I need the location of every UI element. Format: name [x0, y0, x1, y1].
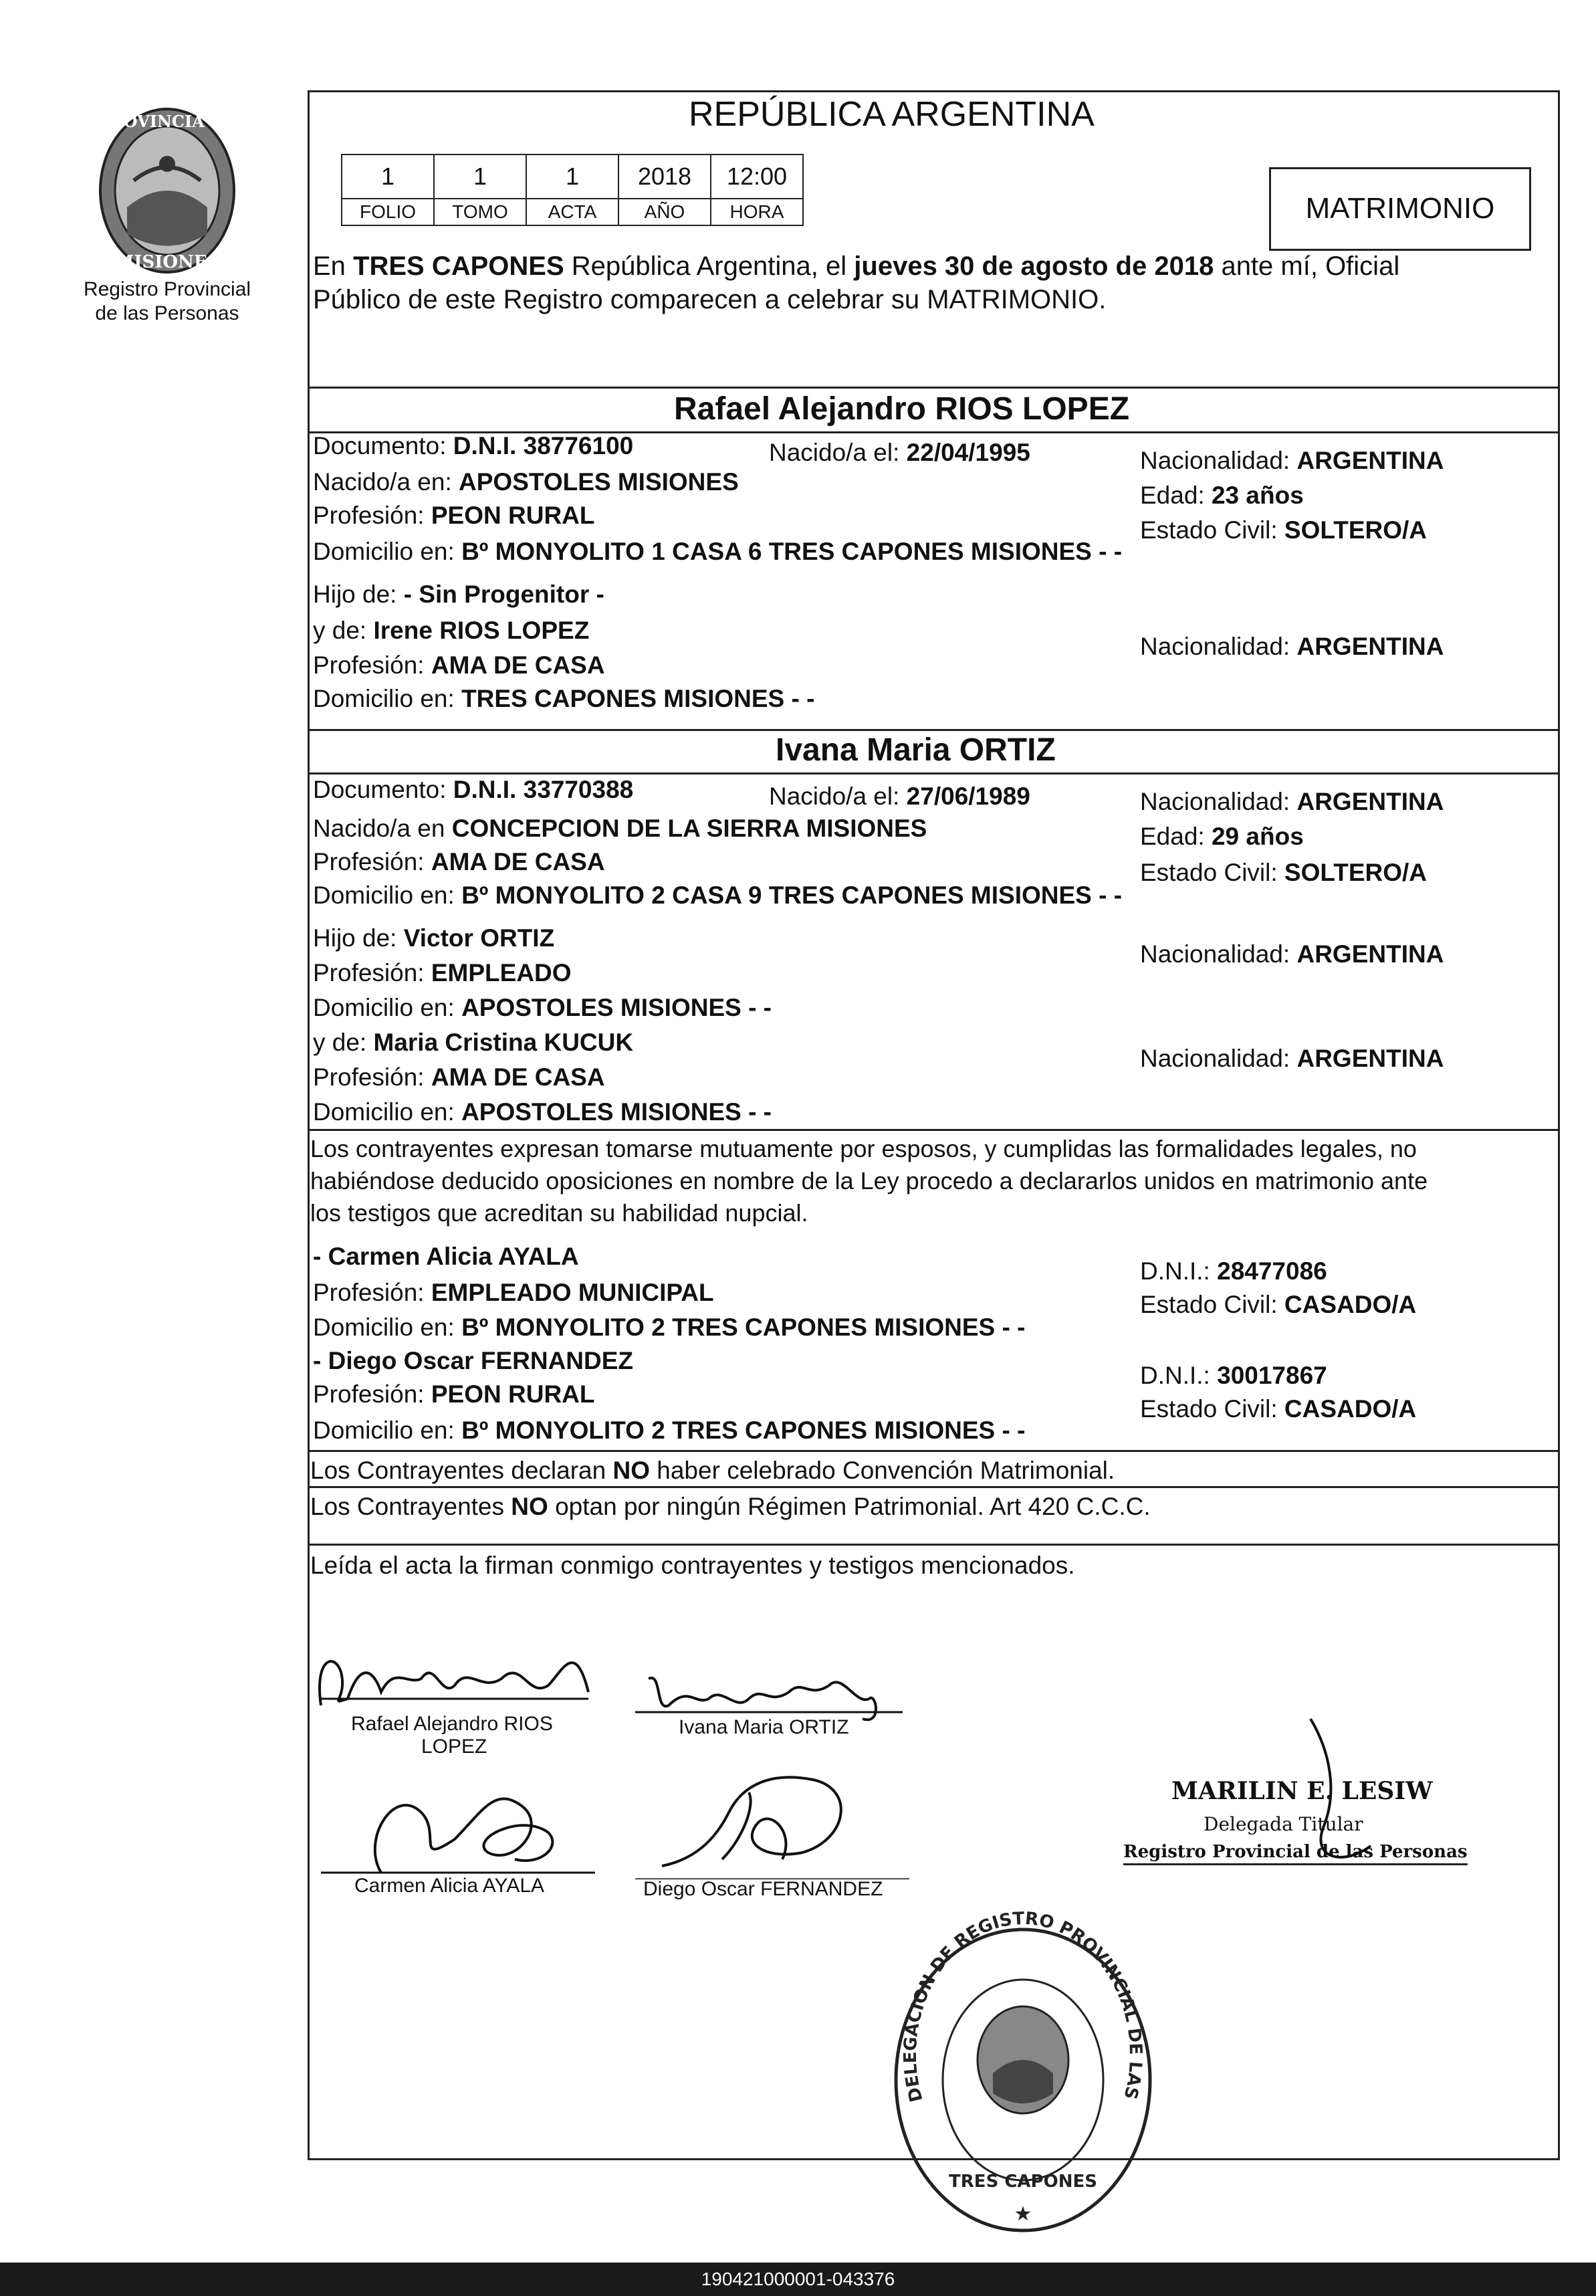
- spouse1-parent2-profession: Profesión: AMA DE CASA: [313, 651, 605, 679]
- regime-line1: Los Contrayentes declaran NO haber celebrado Convención Matrimonial.: [310, 1457, 1115, 1484]
- logo-text-top: PROVINCIA DE: [98, 112, 237, 131]
- spouse2-birthplace: Nacido/a en CONCEPCION DE LA SIERRA MISIONES: [313, 815, 927, 842]
- intro-text-b: República Argentina, el: [564, 251, 854, 281]
- spouse2-name: Ivana Maria ORTIZ: [776, 732, 1056, 768]
- act-type: MATRIMONIO: [1305, 192, 1495, 225]
- tomo-value: 1: [433, 154, 527, 199]
- official-title: Delegada Titular: [1204, 1813, 1363, 1835]
- spouse2-nationality: Nacionalidad: ARGENTINA: [1140, 788, 1444, 815]
- document-id-bar: [0, 2263, 1596, 2296]
- witness1-address: Domicilio en: Bº MONYOLITO 2 TRES CAPONES MISIONES - -: [313, 1314, 1026, 1341]
- signature-carmen: [321, 1772, 602, 1879]
- spouse2-father: Hijo de: Victor ORTIZ: [313, 924, 555, 952]
- country-title: REPÚBLICA ARGENTINA: [689, 95, 1095, 134]
- spouse1-name: Rafael Alejandro RIOS LOPEZ: [674, 391, 1130, 427]
- intro-place: TRES CAPONES: [353, 251, 564, 281]
- declaration-line1: Los contrayentes expresan tomarse mutuamente por esposos, y cumplidas las formalidades legales, no: [310, 1135, 1417, 1162]
- official-org: Registro Provincial de las Personas: [1123, 1843, 1468, 1865]
- spouse1-age: Edad: 23 años: [1140, 482, 1304, 509]
- acta-value: 1: [526, 154, 619, 199]
- signature-diego-scribble: [635, 1759, 916, 1879]
- signature-carmen-name: Carmen Alicia AYALA: [354, 1875, 545, 1897]
- acta-label: ACTA: [526, 198, 619, 226]
- witness2-dni: D.N.I.: 30017867: [1140, 1362, 1327, 1389]
- spouse2-mother-profession: Profesión: AMA DE CASA: [313, 1063, 605, 1091]
- spouse1-nationality: Nacionalidad: ARGENTINA: [1140, 447, 1444, 474]
- spouse2-age: Edad: 29 años: [1140, 823, 1304, 850]
- signature-rafael-scribble: [308, 1632, 602, 1719]
- anio-label: AÑO: [618, 198, 711, 226]
- intro-date: jueves 30 de agosto de 2018: [854, 251, 1214, 281]
- spouse1-parent1: Hijo de: - Sin Progenitor -: [313, 581, 604, 608]
- act-type-box: [1269, 167, 1531, 251]
- official-seal: [883, 1899, 1163, 2234]
- spouse2-mother-nationality: Nacionalidad: ARGENTINA: [1140, 1045, 1444, 1072]
- seal-ring-text: DELEGACION DE REGISTRO PROVINCIAL DE LAS: [900, 1908, 1146, 2104]
- spouse2-father-address: Domicilio en: APOSTOLES MISIONES - -: [313, 994, 772, 1021]
- folio-label: FOLIO: [341, 198, 435, 226]
- intro-text-c: ante mí, Oficial: [1214, 251, 1400, 281]
- spouse2-civil-status: Estado Civil: SOLTERO/A: [1140, 859, 1428, 886]
- witness2-name: - Diego Oscar FERNANDEZ: [313, 1347, 634, 1374]
- seal-stamp-icon: [883, 1899, 1163, 2234]
- record-grid: [341, 154, 809, 241]
- hora-label: HORA: [710, 198, 804, 226]
- registry-logo: [87, 100, 247, 281]
- witness2-profession: Profesión: PEON RURAL: [313, 1380, 595, 1408]
- spouse2-father-nationality: Nacionalidad: ARGENTINA: [1140, 940, 1444, 968]
- document-id: 190421000001-043376: [701, 2269, 895, 2289]
- anio-value: 2018: [618, 154, 711, 199]
- spouse2-address: Domicilio en: Bº MONYOLITO 2 CASA 9 TRES CAPONES MISIONES - -: [313, 881, 1123, 909]
- witness1-dni: D.N.I.: 28477086: [1140, 1257, 1327, 1285]
- witness2-civil-status: Estado Civil: CASADO/A: [1140, 1395, 1417, 1423]
- spouse1-birthplace: Nacido/a en: APOSTOLES MISIONES: [313, 468, 739, 496]
- seal-bottom-text: TRES CAPONES: [949, 2172, 1097, 2192]
- spouse1-doc: Documento: D.N.I. 38776100: [313, 432, 634, 459]
- signature-diego: [635, 1759, 916, 1879]
- intro-text-a: En: [313, 251, 354, 281]
- spouse1-profession: Profesión: PEON RURAL: [313, 502, 595, 529]
- declaration-line2: habiéndose deducido oposiciones en nombre de la Ley procedo a declararlos unidos en matrimonio ante: [310, 1167, 1428, 1194]
- signature-carmen-scribble: [321, 1772, 602, 1879]
- tomo-label: TOMO: [433, 198, 527, 226]
- spouse1-parent2: y de: Irene RIOS LOPEZ: [313, 617, 590, 644]
- spouse1-born: Nacido/a el: 22/04/1995: [769, 439, 1030, 466]
- hora-value: 12:00: [710, 154, 804, 199]
- witness2-address: Domicilio en: Bº MONYOLITO 2 TRES CAPONES MISIONES - -: [313, 1417, 1026, 1444]
- spouse2-profession: Profesión: AMA DE CASA: [313, 848, 605, 875]
- spouse2-doc: Documento: D.N.I. 33770388: [313, 776, 634, 803]
- folio-value: 1: [341, 154, 435, 199]
- witness1-profession: Profesión: EMPLEADO MUNICIPAL: [313, 1279, 714, 1306]
- spouse1-civil-status: Estado Civil: SOLTERO/A: [1140, 516, 1428, 544]
- closing-text: Leída el acta la firman conmigo contrayentes y testigos mencionados.: [310, 1552, 1075, 1579]
- spouse1-parent2-address: Domicilio en: TRES CAPONES MISIONES - -: [313, 685, 815, 712]
- regime-line2: Los Contrayentes NO optan por ningún Régimen Patrimonial. Art 420 C.C.C.: [310, 1493, 1151, 1520]
- registry-name-line2: de las Personas: [95, 302, 239, 324]
- spouse2-father-profession: Profesión: EMPLEADO: [313, 959, 572, 986]
- spouse2-mother: y de: Maria Cristina KUCUK: [313, 1029, 634, 1056]
- signature-rafael: [308, 1632, 602, 1719]
- signature-ivana-name: Ivana Maria ORTIZ: [679, 1716, 849, 1738]
- intro-line2: Público de este Registro comparecen a celebrar su MATRIMONIO.: [313, 285, 1107, 314]
- intro-line1: [313, 253, 1399, 280]
- spouse1-address: Domicilio en: Bº MONYOLITO 1 CASA 6 TRES CAPONES MISIONES - -: [313, 538, 1123, 565]
- signature-rafael-name-line1: Rafael Alejandro RIOS: [351, 1713, 553, 1735]
- province-shield-icon: [87, 100, 247, 281]
- spouse2-mother-address: Domicilio en: APOSTOLES MISIONES - -: [313, 1098, 772, 1126]
- logo-text-bottom: MISIONES: [114, 252, 220, 272]
- seal-star-icon: ★: [1014, 2203, 1032, 2225]
- declaration-line3: los testigos que acreditan su habilidad nupcial.: [310, 1199, 808, 1227]
- witness1-name: - Carmen Alicia AYALA: [313, 1243, 579, 1270]
- witness1-civil-status: Estado Civil: CASADO/A: [1140, 1291, 1417, 1318]
- signature-diego-name: Diego Oscar FERNANDEZ: [643, 1878, 883, 1900]
- registry-name-line1: Registro Provincial: [83, 278, 251, 300]
- spouse1-parent2-nationality: Nacionalidad: ARGENTINA: [1140, 633, 1444, 660]
- spouse2-born: Nacido/a el: 27/06/1989: [769, 782, 1030, 810]
- official-name: MARILIN E. LESIW: [1171, 1777, 1433, 1805]
- signature-rafael-name-line2: LOPEZ: [421, 1736, 487, 1758]
